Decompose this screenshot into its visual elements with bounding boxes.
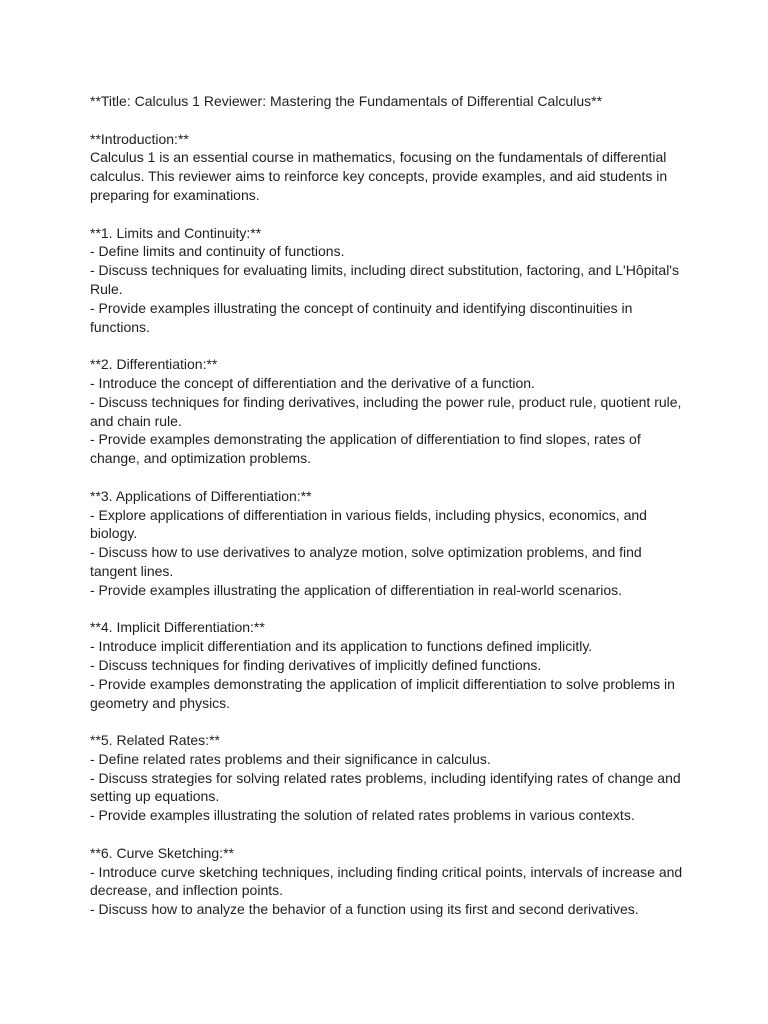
introduction-text: Calculus 1 is an essential course in mathematics, focusing on the fundamentals of differential calculus. This reviewer aims to reinforce key concepts, provide examples, and aid students in preparing for examinations.: [90, 149, 668, 203]
bullet-item: - Introduce implicit differentiation and its application to functions defined implicitly.: [90, 638, 593, 655]
bullet-item: - Discuss techniques for finding derivatives of implicitly defined functions.: [90, 656, 542, 673]
bullet-item: - Discuss how to use derivatives to analyze motion, solve optimization problems, and find tangent lines.: [90, 544, 642, 579]
section-limits-continuity: [90, 224, 690, 337]
bullet-item: - Provide examples demonstrating the application of implicit differentiation to solve problems in geometry and physics.: [90, 675, 675, 711]
bullet-item: - Provide examples illustrating the application of differentiation in real-world scenarios.: [90, 581, 623, 598]
document-body: [90, 92, 690, 938]
bullet-item: - Provide examples illustrating the solution of related rates problems in various contexts.: [90, 807, 635, 824]
section-heading: **3. Applications of Differentiation:**: [90, 487, 312, 504]
section-heading: **1. Limits and Continuity:**: [90, 224, 262, 241]
section-heading: **2. Differentiation:**: [90, 356, 218, 373]
bullet-item: - Introduce curve sketching techniques, including finding critical points, intervals of increase and decrease, and inflection points.: [90, 863, 683, 899]
section-related-rates: [90, 731, 690, 825]
bullet-item: - Explore applications of differentiation in various fields, including physics, economics, and biology.: [90, 506, 647, 542]
section-differentiation: [90, 355, 690, 468]
bullet-item: - Introduce the concept of differentiation and the derivative of a function.: [90, 374, 535, 391]
bullet-item: - Define limits and continuity of functions.: [90, 243, 345, 260]
bullet-item: - Discuss how to analyze the behavior of a function using its first and second derivatives.: [90, 901, 639, 918]
section-implicit-differentiation: [90, 618, 690, 712]
section-applications-of-differentiation: [90, 487, 690, 600]
bullet-item: - Define related rates problems and their significance in calculus.: [90, 750, 491, 767]
bullet-item: - Provide examples demonstrating the application of differentiation to find slopes, rates of change, and optimization problems.: [90, 431, 641, 467]
section-heading: **5. Related Rates:**: [90, 732, 220, 749]
section-curve-sketching: [90, 844, 690, 919]
introduction-heading: **Introduction:**: [90, 130, 189, 147]
bullet-item: - Discuss techniques for evaluating limits, including direct substitution, factoring, and L'Hôpital's Rule.: [90, 262, 679, 297]
bullet-item: - Provide examples illustrating the concept of continuity and identifying discontinuities in functions.: [90, 299, 633, 335]
bullet-item: - Discuss strategies for solving related rates problems, including identifying rates of change and setting up equations.: [90, 769, 681, 805]
section-heading: **4. Implicit Differentiation:**: [90, 619, 265, 636]
introduction-section: [90, 130, 690, 205]
document-title: **Title: Calculus 1 Reviewer: Mastering the Fundamentals of Differential Calculus**: [90, 93, 603, 109]
section-heading: **6. Curve Sketching:**: [90, 844, 234, 861]
bullet-item: - Discuss techniques for finding derivatives, including the power rule, product rule, quotient rule, and chain rule.: [90, 393, 682, 429]
